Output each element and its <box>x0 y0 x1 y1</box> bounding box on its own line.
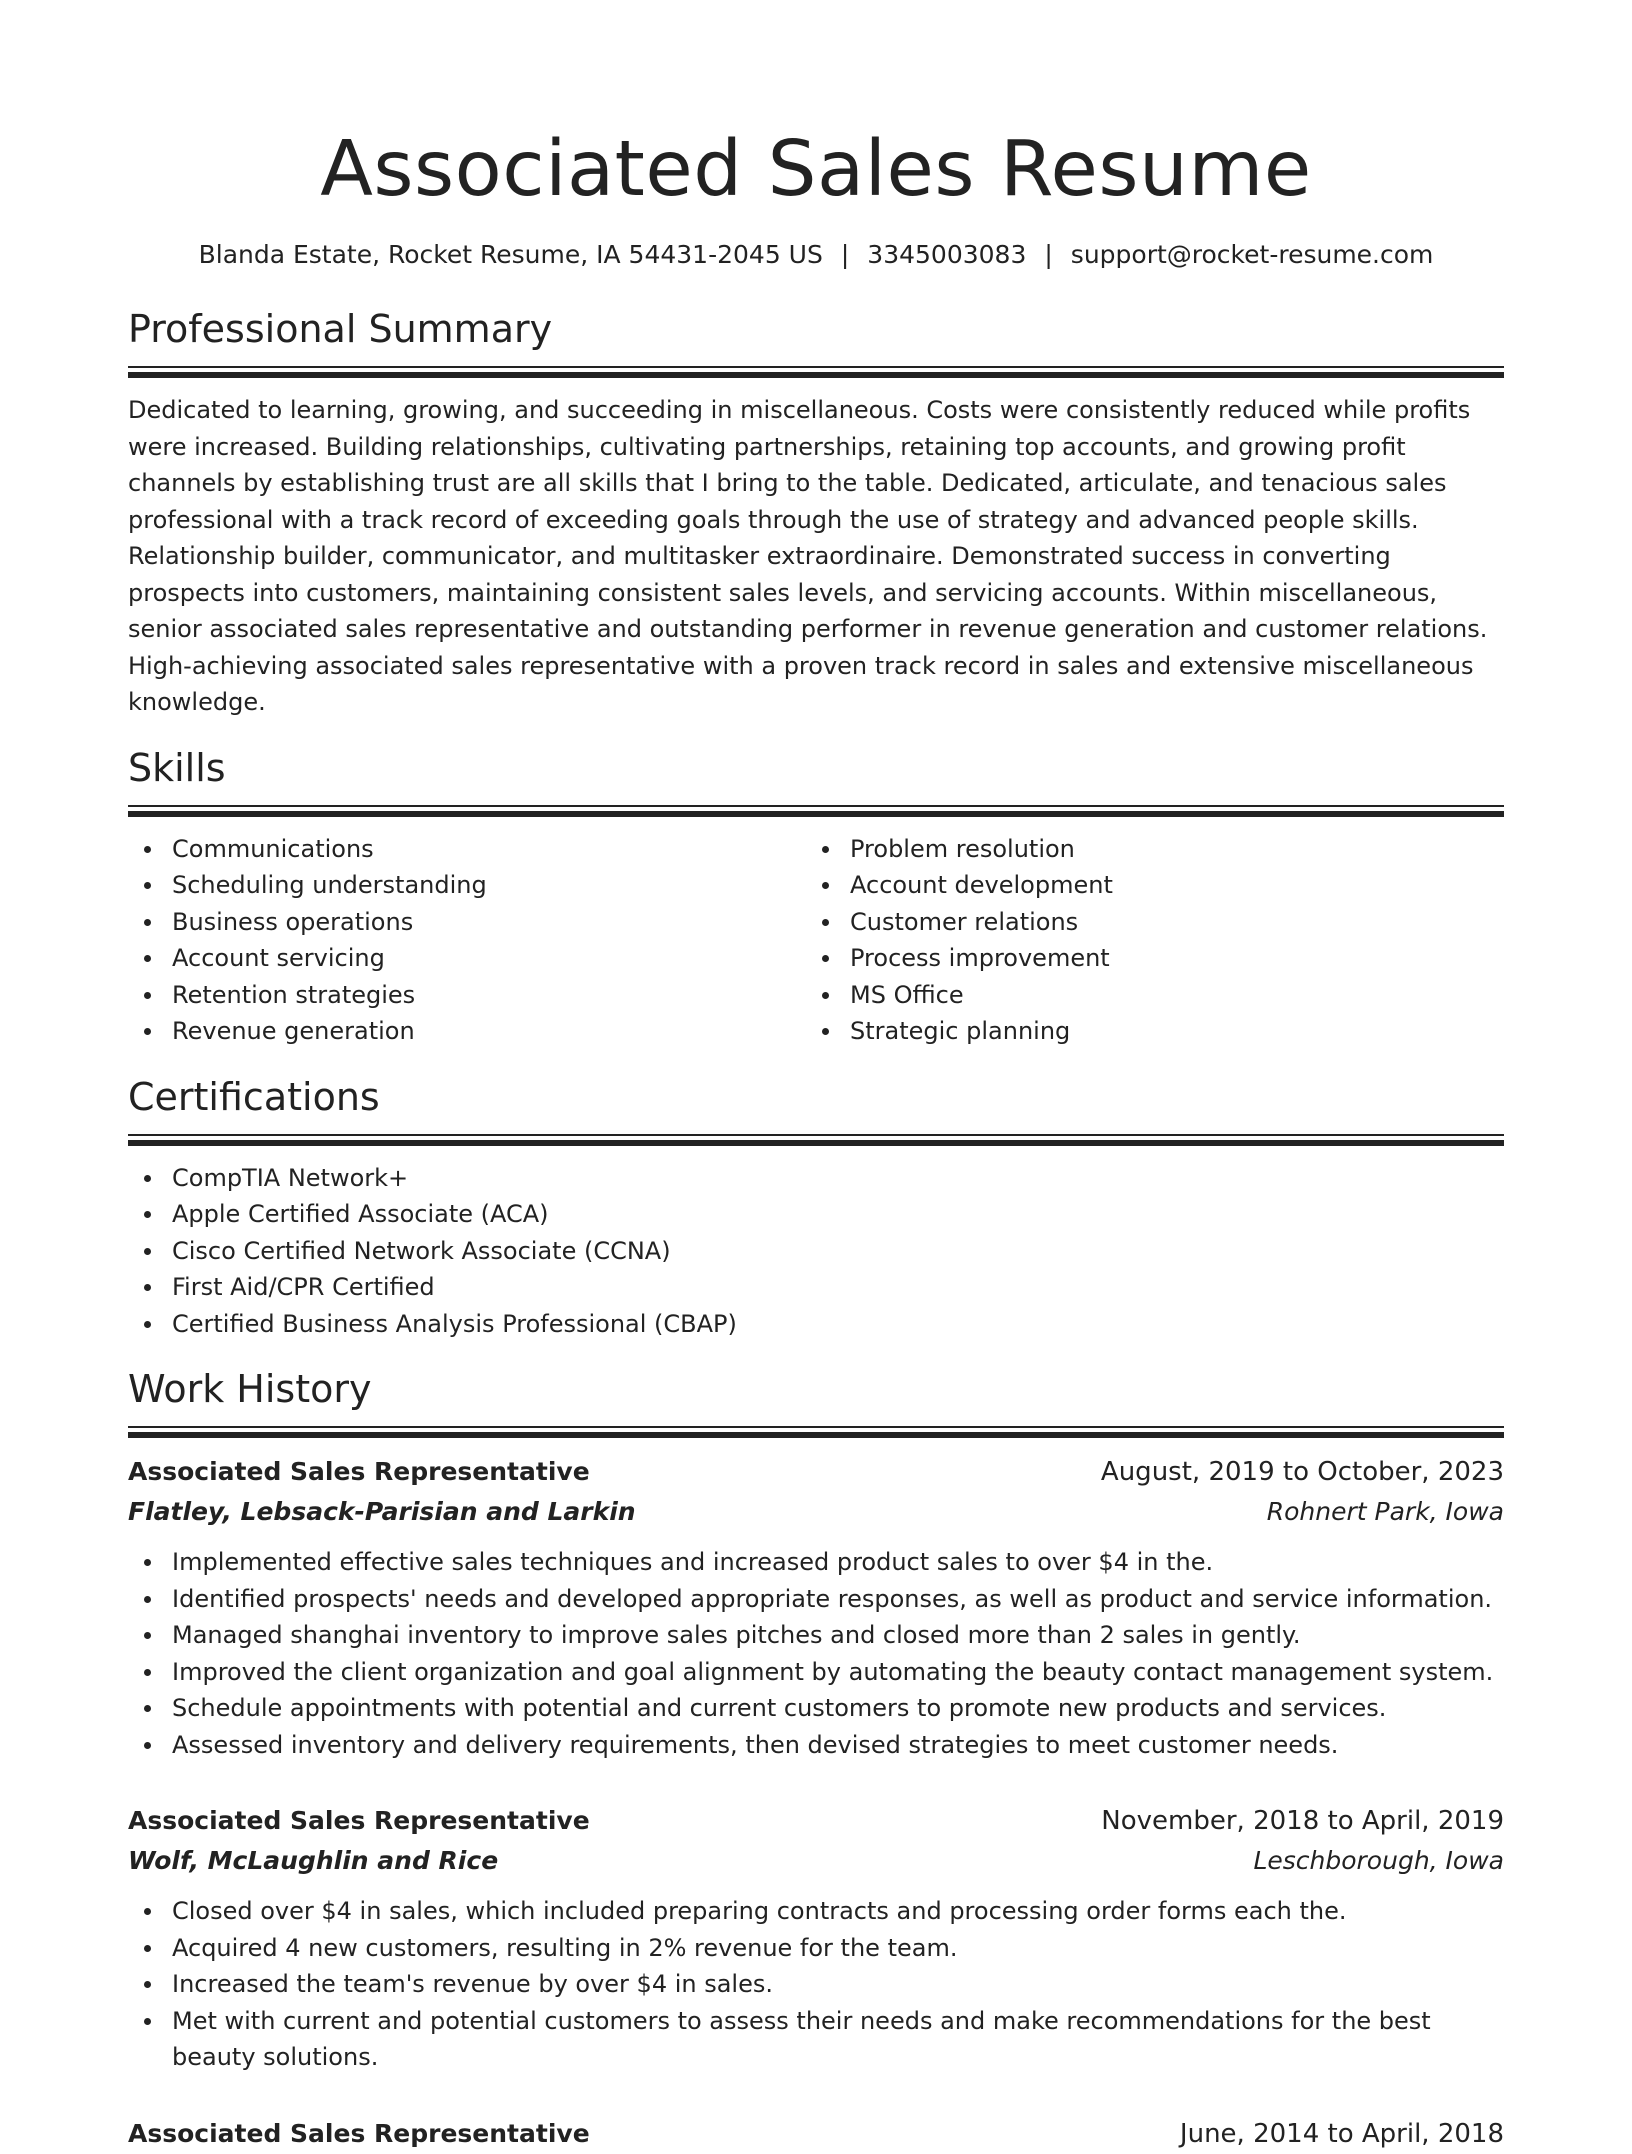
skills-grid <box>128 817 1504 1050</box>
skill-item: Revenue generation <box>172 1013 806 1050</box>
contact-address: Blanda Estate, Rocket Resume, IA 54431-2045 US <box>198 240 823 269</box>
skill-item: Account development <box>850 867 1484 904</box>
job-location: Leschborough, Iowa <box>1253 1846 1504 1875</box>
job-location: Rohnert Park, Iowa <box>1266 1497 1504 1526</box>
job-entry <box>128 1801 1504 2076</box>
job-bullets <box>128 1544 1504 1763</box>
skill-item: Business operations <box>172 904 806 941</box>
section-divider <box>128 1134 1504 1146</box>
resume-page <box>128 0 1504 2154</box>
skill-item: MS Office <box>850 977 1484 1014</box>
job-entry <box>128 2114 1504 2154</box>
contact-separator: | <box>1044 240 1053 269</box>
job-company: Flatley, Lebsack-Parisian and Larkin <box>128 1497 636 1526</box>
job-dates: August, 2019 to October, 2023 <box>1100 1457 1504 1487</box>
job-bullet: Managed shanghai inventory to improve sales pitches and closed more than 2 sales in gently. <box>172 1617 1504 1654</box>
job-bullet: Assessed inventory and delivery requirements, then devised strategies to meet customer needs. <box>172 1727 1504 1764</box>
job-header-row <box>128 1801 1504 1841</box>
job-company-row <box>128 1841 1504 1881</box>
section-work-history <box>128 1364 1504 2154</box>
job-bullets <box>128 1893 1504 2076</box>
resume-title: Associated Sales Resume <box>320 125 1312 214</box>
section-heading: Skills <box>128 745 226 790</box>
skill-item: Customer relations <box>850 904 1484 941</box>
job-bullet: Implemented effective sales techniques and increased product sales to over $4 in the. <box>172 1544 1504 1581</box>
certification-item: Certified Business Analysis Professional (CBAP) <box>172 1306 1504 1343</box>
job-title: Associated Sales Representative <box>128 1806 590 1835</box>
job-dates: June, 2014 to April, 2018 <box>1179 2118 1504 2149</box>
skill-item: Strategic planning <box>850 1013 1484 1050</box>
job-title: Associated Sales Representative <box>128 2118 590 2148</box>
job-entry <box>128 1452 1504 1763</box>
job-title: Associated Sales Representative <box>128 1457 590 1486</box>
section-certifications <box>128 1072 1504 1343</box>
contact-separator: | <box>840 240 850 269</box>
section-professional-summary <box>128 304 1504 721</box>
skill-item: Communications <box>172 831 806 868</box>
certification-item: Cisco Certified Network Associate (CCNA) <box>172 1233 1504 1270</box>
certification-item: Apple Certified Associate (ACA) <box>172 1196 1504 1233</box>
skill-item: Process improvement <box>850 940 1484 977</box>
contact-email: support@rocket-resume.com <box>1070 240 1434 269</box>
skill-item: Retention strategies <box>172 977 806 1014</box>
certifications-list <box>128 1160 1504 1343</box>
job-company-row <box>128 1492 1504 1532</box>
certification-item: CompTIA Network+ <box>172 1160 1504 1197</box>
job-header-row <box>128 1452 1504 1492</box>
skills-list-right <box>806 831 1484 1050</box>
section-skills <box>128 743 1504 1050</box>
section-heading: Work History <box>128 1367 372 1411</box>
section-divider <box>128 366 1504 378</box>
job-bullet: Schedule appointments with potential and current customers to promote new products and services. <box>172 1690 1504 1727</box>
summary-text: Dedicated to learning, growing, and succeeding in miscellaneous. Costs were consistently reduced while profits were increased. Building relationships, cultivating partnerships, retaining top accounts, and growing profit channels by establishing trust are all skills that I bring to the table. Dedicated, articulate, and tenacious sales professional with a track record of exceeding goals through the use of strategy and advanced people skills. Relationship builder, communicator, and multitasker extraordinaire. Demonstrated success in converting prospects into customers, maintaining consistent sales levels, and servicing accounts. Within miscellaneous, senior associated sales representative and outstanding performer in revenue generation and customer relations. High-achieving associated sales representative with a proven track record in sales and extensive miscellaneous knowledge. <box>128 396 1488 716</box>
section-heading: Professional Summary <box>128 307 553 351</box>
job-header-row <box>128 2114 1504 2154</box>
skill-item: Scheduling understanding <box>172 867 806 904</box>
skill-item: Account servicing <box>172 940 806 977</box>
job-bullet: Closed over $4 in sales, which included preparing contracts and processing order forms each the. <box>172 1893 1504 1930</box>
job-dates: November, 2018 to April, 2019 <box>1101 1806 1504 1836</box>
section-divider <box>128 805 1504 817</box>
job-bullet: Identified prospects' needs and developed appropriate responses, as well as product and service information. <box>172 1581 1504 1618</box>
contact-phone: 3345003083 <box>867 240 1027 269</box>
section-divider <box>128 1426 1504 1438</box>
section-heading: Certifications <box>128 1074 380 1119</box>
job-bullet: Increased the team's revenue by over $4 in sales. <box>172 1966 1504 2003</box>
skill-item: Problem resolution <box>850 831 1484 868</box>
job-bullet: Met with current and potential customers to assess their needs and make recommendations for the best beauty solutions. <box>172 2003 1504 2076</box>
job-bullet: Improved the client organization and goal alignment by automating the beauty contact management system. <box>172 1654 1504 1691</box>
skills-list-left <box>128 831 806 1050</box>
job-bullet: Acquired 4 new customers, resulting in 2% revenue for the team. <box>172 1930 1504 1967</box>
contact-line <box>128 238 1504 272</box>
certification-item: First Aid/CPR Certified <box>172 1269 1504 1306</box>
job-company: Wolf, McLaughlin and Rice <box>128 1846 499 1875</box>
